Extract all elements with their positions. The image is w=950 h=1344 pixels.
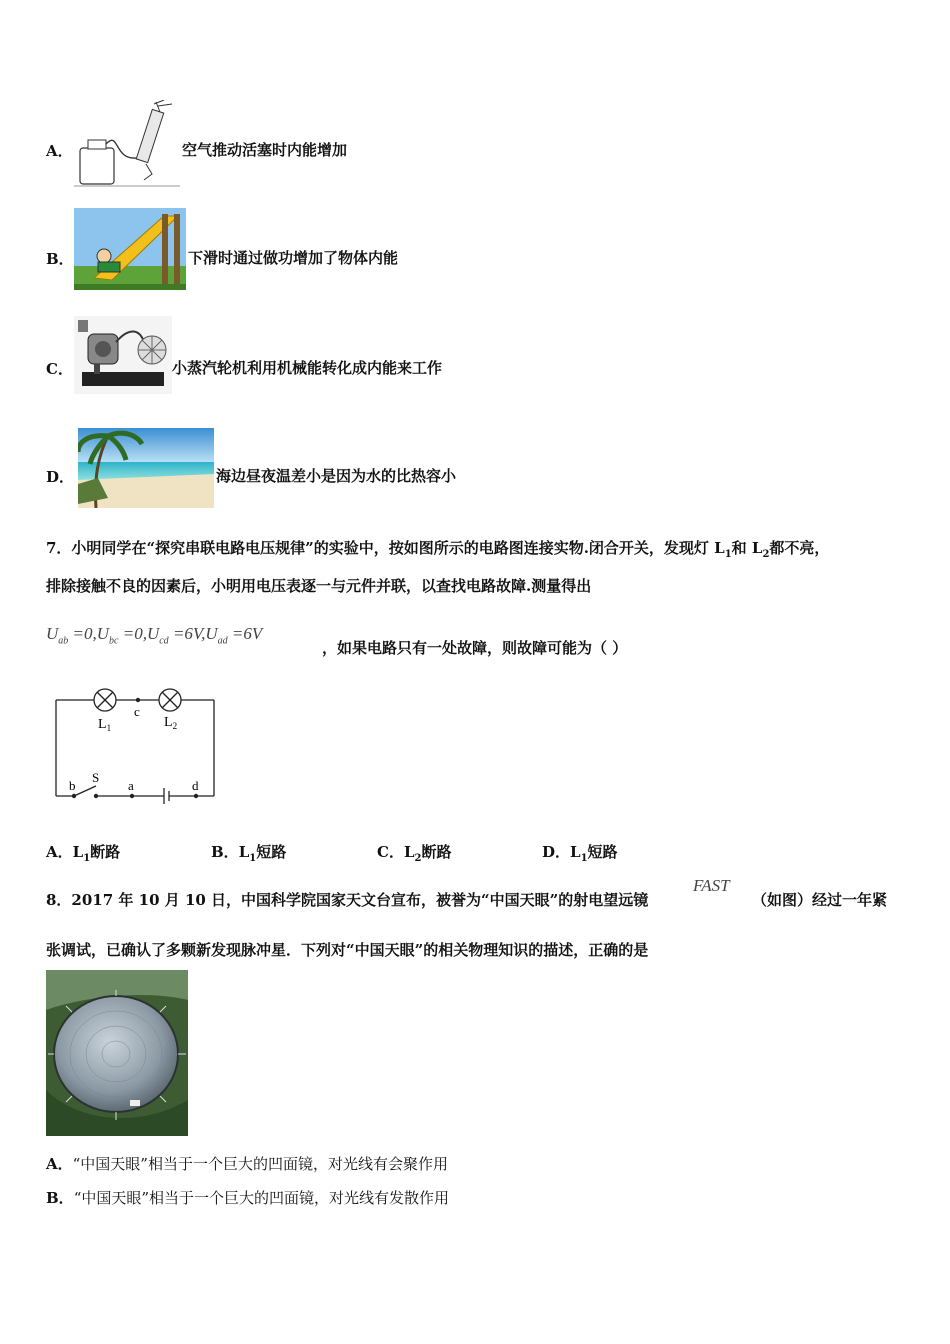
q8-option-b-text: “中国天眼”相当于一个巨大的凹面镜，对光线有发散作用 (73, 1189, 450, 1207)
option-c-text: 小蒸汽轮机利用机械能转化成内能来工作 (172, 359, 443, 377)
q7-line3: ，如果电路只有一处故障，则故障可能为（ ） (322, 639, 628, 657)
q7-option-d-pre: L (570, 843, 581, 861)
q8-option-a (46, 1154, 448, 1174)
q7-option-c-letter: C． (377, 843, 404, 861)
circuit-label-b: b (69, 778, 76, 793)
q7-formula-text: $U_{ab} =0,U_{bc} =0,U_{cd} =6V,U_{ad} =6V$ (46, 624, 263, 647)
circuit-label-l2: $L_2$ (164, 715, 178, 731)
q7-line1-c: 都不亮， (769, 539, 830, 557)
q7-option-d-sub: 1 (580, 853, 588, 864)
q7-option-b-post: 短路 (256, 843, 287, 861)
q7-l1-sub: 1 (724, 549, 732, 560)
q7-option-a-post: 断路 (90, 843, 121, 861)
q7-option-b-pre: L (238, 843, 250, 861)
q8-option-a-letter: A． (46, 1155, 73, 1173)
option-b-letter: B． (46, 250, 74, 268)
q7-option-c-post: 断路 (421, 843, 452, 861)
circuit-label-l1: $L_1$ (98, 717, 112, 733)
q8-line2: 张调试，已确认了多颗新发现脉冲星．下列对“中国天眼”的相关物理知识的描述，正确的是 (46, 941, 649, 959)
option-b-text: 下滑时通过做功增加了物体内能 (188, 249, 399, 267)
circuit-label-c: c (134, 704, 140, 719)
option-a-letter: A． (46, 142, 73, 160)
q7-line2: 排除接触不良的因素后，小明用电压表逐一与元件并联，以查找电路故障.测量得出 (46, 577, 592, 595)
q7-line1-a: 7．小明同学在“探究串联电路电压规律”的实验中，按如图所示的电路图连接实物.闭合开关，发现灯 L (46, 539, 725, 557)
q8-line1-a: 8．2017 年 10 月 10 日，中国科学院国家天文台宣布，被誉为“中国天眼”的射电望远镜 (46, 891, 649, 909)
beach-photo (78, 428, 214, 508)
q7-option-b-letter: B． (211, 843, 239, 861)
q7-option-d-post: 短路 (587, 843, 618, 861)
q7-voltage-formula (46, 624, 262, 646)
q7-option-a-sub: 1 (83, 853, 91, 864)
steam-turbine-illustration (74, 316, 172, 394)
q8-option-b-letter: B． (46, 1189, 74, 1207)
slide-illustration (74, 208, 186, 290)
q8-option-b (46, 1188, 449, 1208)
q7-option-c (377, 842, 451, 869)
q8-fast-label: FAST (693, 876, 730, 895)
q8-line1-b: （如图）经过一年紧 (752, 891, 888, 909)
q7-line1 (46, 538, 829, 565)
option-a-text: 空气推动活塞时内能增加 (182, 141, 348, 159)
air-pump-illustration (74, 100, 180, 188)
q7-option-d (542, 842, 618, 869)
circuit-label-d: d (192, 778, 199, 793)
fast-telescope-photo (46, 970, 188, 1136)
q7-option-c-sub: 2 (414, 853, 422, 864)
q7-option-d-letter: D． (542, 843, 571, 861)
option-c-letter: C． (46, 360, 73, 378)
q7-option-b (211, 842, 286, 869)
q7-l2-sub: 2 (762, 549, 770, 560)
q7-option-a-pre: L (72, 843, 84, 861)
circuit-label-s: S (92, 770, 100, 785)
circuit-diagram (50, 680, 222, 804)
q7-option-a (46, 842, 120, 869)
option-d-letter: D． (46, 468, 75, 486)
q8-option-a-text: “中国天眼”相当于一个巨大的凹面镜，对光线有会聚作用 (72, 1155, 448, 1173)
option-d-text: 海边昼夜温差小是因为水的比热容小 (216, 467, 457, 485)
q7-option-a-letter: A． (46, 843, 73, 861)
circuit-label-a: a (128, 778, 134, 793)
q7-line1-b: 和 L (731, 539, 763, 557)
q7-option-c-pre: L (403, 843, 415, 861)
q7-option-b-sub: 1 (249, 853, 257, 864)
